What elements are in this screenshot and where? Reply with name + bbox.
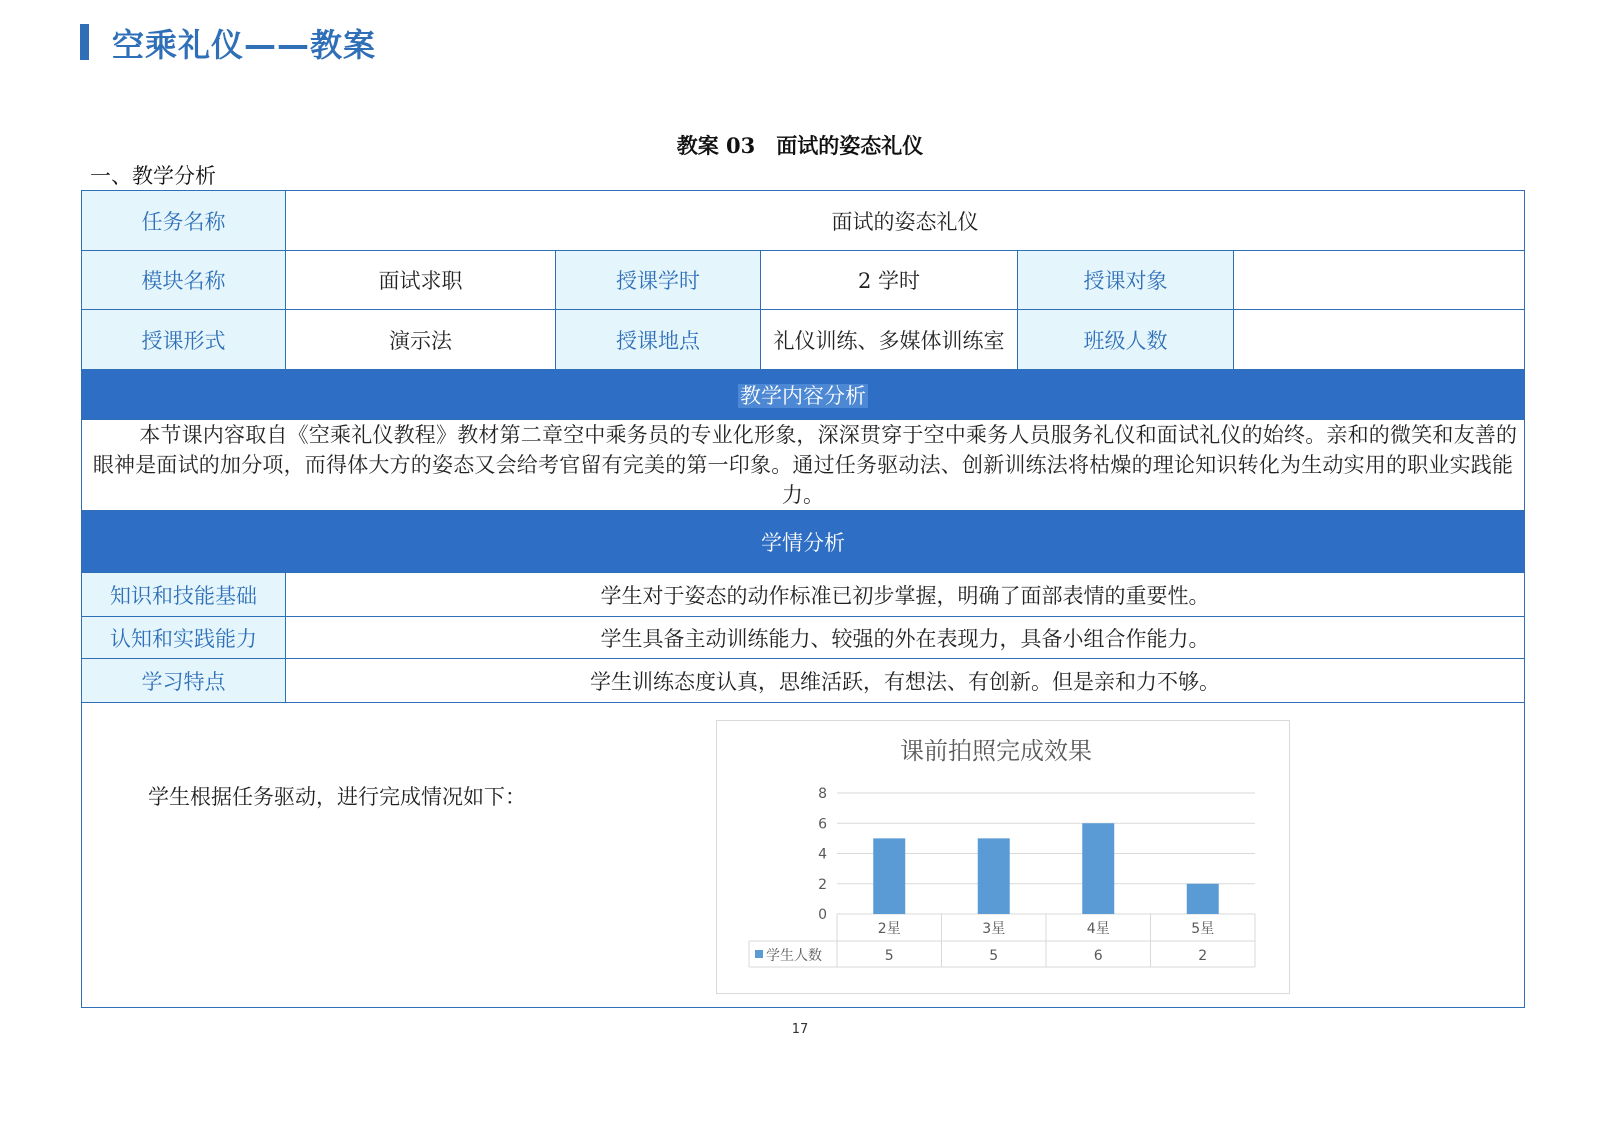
y-tick-label: 8 [818,786,827,802]
x-tick-label: 3星 [982,921,1006,937]
y-tick-label: 0 [818,907,827,923]
bar-2星 [873,838,905,914]
chart-title: 课前拍照完成效果 [900,737,1092,765]
class-hours-label: 授课学时 [556,251,761,310]
teaching-place-value: 礼仪训练、多媒体训练室 [761,310,1018,370]
learning-traits-label: 学习特点 [82,659,286,703]
document-title: 教案 03 面试的姿态礼仪 [676,133,924,158]
teaching-place-label: 授课地点 [556,310,761,370]
content-analysis-text: 本节课内容取自《空乘礼仪教程》教材第二章空中乘务员的专业化形象，深深贯穿于空中乘务人员服务礼仪和面试礼仪的始终。亲和的微笑和友善的眼神是面试的加分项，而得体大方的姿态又会给考官留有完美的第一印象。通过任务驱动法、创新训练法将枯燥的理论知识转化为生动实用的职业实践能力。 [82,420,1525,511]
x-tick-label: 2星 [877,921,901,937]
bar-chart [717,721,1289,993]
chart-row [82,703,1525,1008]
cognition-practice-value: 学生具备主动训练能力、较强的外在表现力，具备小组合作能力。 [286,617,1525,659]
cognition-practice-label: 认知和实践能力 [82,617,286,659]
teaching-analysis-table [81,190,1525,1008]
page-number: 17 [791,1022,809,1037]
chart-container [716,720,1290,994]
legend-label: 学生人数 [766,948,822,964]
y-tick-label: 2 [818,876,827,893]
target-audience-label: 授课对象 [1018,251,1234,310]
y-tick-label: 4 [818,846,827,863]
knowledge-skill-label: 知识和技能基础 [82,573,286,617]
bar-4星 [1082,823,1114,914]
bar-5星 [1187,884,1219,914]
content-analysis-band [82,370,1525,420]
x-tick-label: 5星 [1191,921,1215,937]
task-name-label: 任务名称 [82,191,286,251]
teaching-form-label: 授课形式 [82,310,286,370]
header-title: 空乘礼仪——教案 [112,26,377,64]
bar-3星 [978,838,1010,914]
data-table-value: 5 [989,948,999,964]
module-name-label: 模块名称 [82,251,286,310]
legend-swatch [755,950,763,958]
target-audience-value [1234,251,1525,310]
teaching-form-value: 演示法 [286,310,556,370]
chart-intro-text: 学生根据任务驱动，进行完成情况如下： [148,785,526,809]
header-accent-bar [80,24,89,60]
x-tick-label: 4星 [1086,921,1110,937]
data-table-value: 5 [884,948,894,964]
class-size-value [1234,310,1525,370]
class-size-label: 班级人数 [1018,310,1234,370]
section-title: 一、教学分析 [90,164,216,188]
task-name-value: 面试的姿态礼仪 [286,191,1525,251]
data-table-value: 6 [1093,948,1103,964]
knowledge-skill-value: 学生对于姿态的动作标准已初步掌握，明确了面部表情的重要性。 [286,573,1525,617]
data-table-value: 2 [1198,948,1208,964]
content-analysis-heading: 教学内容分析 [740,383,867,408]
class-hours-value: 2 学时 [761,251,1018,310]
learning-traits-value: 学生训练态度认真，思维活跃，有想法、有创新。但是亲和力不够。 [286,659,1525,703]
module-name-value: 面试求职 [286,251,556,310]
learning-analysis-band: 学情分析 [82,511,1525,573]
y-tick-label: 6 [818,816,827,833]
